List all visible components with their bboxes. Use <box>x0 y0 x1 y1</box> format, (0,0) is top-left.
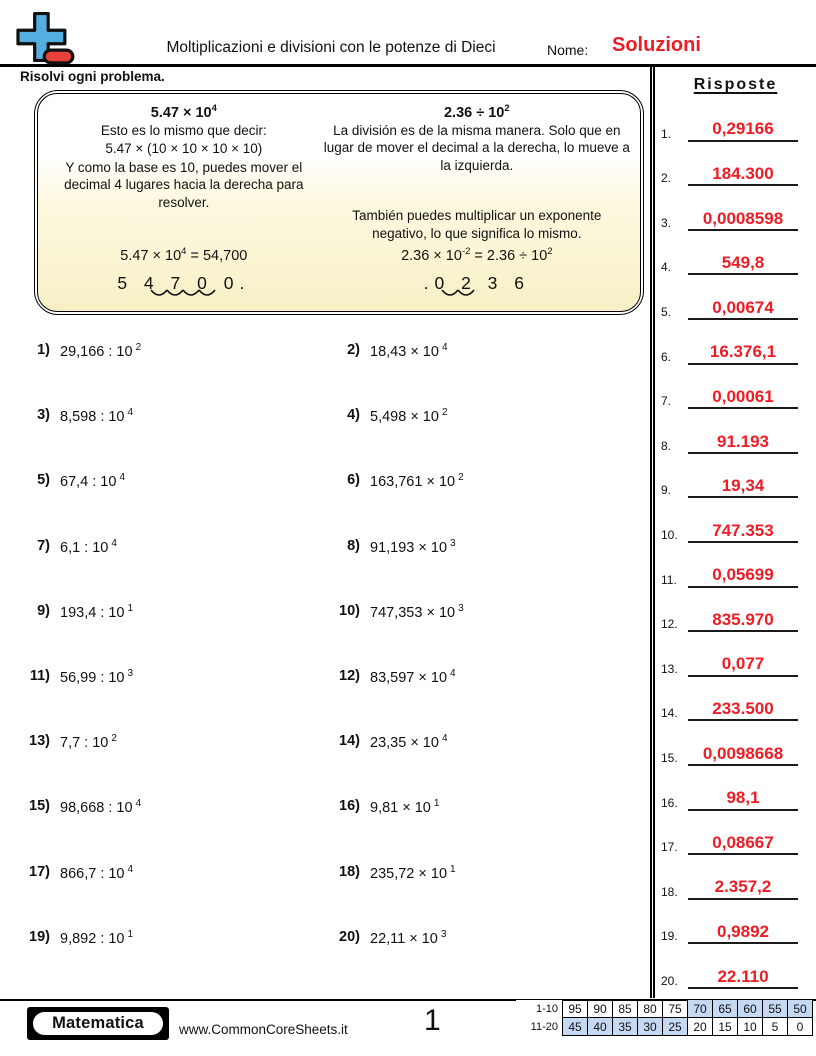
problem-number: 15) <box>29 798 50 815</box>
example-left-result: $5.47 \times 10^4 = 54,700$ <box>120 246 248 264</box>
example-right-column <box>322 103 630 305</box>
problem-expression: 67,4 : 10 $^4$ <box>60 472 125 491</box>
problem-number: 5) <box>37 472 50 489</box>
answer-number: 11. <box>661 572 677 587</box>
answer-value: 747.353 <box>712 520 774 540</box>
score-cell: 80 <box>638 1000 663 1018</box>
problem-number: 17) <box>29 863 50 880</box>
score-cell: 55 <box>763 1000 788 1018</box>
answer-row-20 <box>655 944 816 989</box>
problem-number: 12) <box>339 667 360 684</box>
answer-number: 14. <box>661 706 678 721</box>
problem-number: 19) <box>29 928 50 945</box>
problem-exponent: 4 <box>441 733 448 745</box>
decimal-move-arcs-icon <box>306 289 612 299</box>
answer-blank <box>688 163 798 186</box>
answer-row-8 <box>655 409 816 454</box>
problem-exponent: 3 <box>127 667 134 679</box>
answer-blank <box>688 520 798 543</box>
score-cell: 30 <box>638 1018 663 1036</box>
answer-row-3 <box>655 186 816 231</box>
answer-value: 0,077 <box>721 654 765 674</box>
score-cell: 70 <box>688 1000 713 1018</box>
answer-number: 20. <box>661 973 678 988</box>
answer-value: 0,00674 <box>712 297 774 317</box>
problem-number: 11) <box>29 667 50 684</box>
brand-logo <box>27 1007 169 1040</box>
answer-number: 6. <box>661 349 672 364</box>
problem-number: 18) <box>339 863 360 880</box>
answers-title: Risposte <box>693 76 778 93</box>
answer-row-15 <box>655 721 816 766</box>
score-cell: 45 <box>563 1018 588 1036</box>
example-left-paragraph: Y como la base es 10, puedes mover el decimal 4 lugares hacia la derecha para resolver. <box>64 159 304 211</box>
problem-exponent: 3 <box>450 537 456 549</box>
problem-exponent: 4 <box>441 342 448 353</box>
instruction: Risolvi ogni problema. <box>20 69 165 84</box>
problem-3 <box>0 407 330 472</box>
example-left-line2: 5.47 × (10 × 10 × 10 × 10) <box>105 141 263 157</box>
score-cell: 15 <box>713 1018 738 1036</box>
score-cell: 95 <box>563 1000 588 1018</box>
exponent: 4 <box>181 246 187 258</box>
problem-7 <box>0 538 330 603</box>
problem-19 <box>0 929 330 994</box>
website-link[interactable]: www.CommonCoreSheets.it <box>179 1022 348 1037</box>
spacer <box>324 174 630 193</box>
problem-expression: 18,43 × 10 $^4$ <box>370 342 448 360</box>
decimal-move-arcs-icon <box>48 289 320 299</box>
score-cell: 35 <box>613 1018 638 1036</box>
score-table <box>516 999 813 1036</box>
score-cell: 60 <box>738 1000 763 1018</box>
score-range-label: 11-20 <box>516 1018 563 1036</box>
answer-number: 1. <box>661 126 672 141</box>
answer-row-11 <box>655 543 816 588</box>
problem-exponent: 1 <box>450 863 456 875</box>
problem-18 <box>330 864 650 929</box>
problem-number: 10) <box>339 602 360 619</box>
problem-number: 13) <box>29 733 50 750</box>
name-value: Soluzioni <box>612 34 701 56</box>
problem-expression: 8,598 : 10 $^4$ <box>60 407 134 426</box>
problem-expression: 7,7 : 10 $^2$ <box>60 733 117 751</box>
answer-row-18 <box>655 855 816 900</box>
answer-row-9 <box>655 454 816 499</box>
answer-blank <box>688 341 798 364</box>
answer-value: 549,8 <box>721 253 765 273</box>
problem-17 <box>0 864 330 929</box>
problem-exponent: 2 <box>111 733 117 745</box>
answer-blank <box>688 386 798 409</box>
answer-value: 2.357,2 <box>714 877 772 897</box>
exponent: -2 <box>461 246 471 258</box>
answer-blank <box>688 431 798 454</box>
problem-number: 16) <box>339 798 360 815</box>
answer-value: 0,9892 <box>717 922 769 942</box>
problem-number: 20) <box>339 928 360 945</box>
problem-number: 4) <box>347 407 360 424</box>
score-cell: 50 <box>788 1000 813 1018</box>
plus-minus-logo-icon <box>14 11 76 67</box>
header <box>0 0 816 67</box>
problem-exponent: 3 <box>440 928 447 940</box>
answers-panel <box>650 67 816 998</box>
problem-number: 3) <box>37 407 50 424</box>
answer-blank <box>688 118 798 141</box>
answer-number: 12. <box>661 617 678 632</box>
problem-expression: 5,498 × 10 $^2$ <box>370 407 448 426</box>
problem-exponent: 1 <box>127 602 134 614</box>
answer-row-1 <box>655 97 816 142</box>
score-cell: 85 <box>613 1000 638 1018</box>
answer-blank <box>688 475 798 498</box>
example-left-column <box>48 103 322 305</box>
answer-number: 18. <box>661 884 678 899</box>
page-title: Moltiplicazioni e divisioni con le potenze di Dieci <box>166 39 496 56</box>
answer-blank <box>688 966 798 989</box>
answer-blank <box>688 564 798 587</box>
example-left-digits <box>48 273 320 305</box>
answer-value: 0,00061 <box>712 386 774 406</box>
answer-row-12 <box>655 588 816 633</box>
answer-value: 0,08667 <box>712 832 774 852</box>
problem-20 <box>330 929 650 994</box>
footer <box>0 999 816 1056</box>
problem-expression: 235,72 × 10 $^1$ <box>370 863 456 882</box>
answer-blank <box>688 208 798 231</box>
problem-expression: 22,11 × 10 $^3$ <box>370 928 447 947</box>
answer-row-13 <box>655 632 816 677</box>
score-range-label: 1-10 <box>516 1000 563 1018</box>
problem-1 <box>0 342 330 407</box>
problem-12 <box>330 668 650 733</box>
page-number: 1 <box>424 1004 441 1037</box>
answer-value: 22.110 <box>717 966 769 986</box>
digit-string: .0 2 3 6 <box>423 273 531 293</box>
problem-number: 9) <box>37 602 50 619</box>
problem-expression: 747,353 × 10 $^3$ <box>370 602 464 621</box>
problem-exponent: 4 <box>127 863 134 875</box>
problem-number: 7) <box>37 537 50 554</box>
name-label: Nome: <box>547 42 589 58</box>
problem-expression: 866,7 : 10 $^4$ <box>60 863 134 882</box>
answer-number: 9. <box>661 483 672 498</box>
answer-value: 184.300 <box>712 163 774 183</box>
example-left-heading: $5.47 \times 10^4$ <box>150 103 217 121</box>
score-cell: 20 <box>688 1018 713 1036</box>
answer-row-16 <box>655 766 816 811</box>
problem-expression: 9,81 × 10 $^1$ <box>370 798 440 817</box>
answer-number: 3. <box>661 215 672 230</box>
problem-expression: 6,1 : 10 $^4$ <box>60 537 117 556</box>
answer-value: 835.970 <box>712 609 774 629</box>
score-cell: 5 <box>763 1018 788 1036</box>
problem-exponent: 4 <box>450 667 456 679</box>
problem-14 <box>330 733 650 798</box>
problem-expression: 83,597 × 10 $^4$ <box>370 667 456 686</box>
problem-expression: 9,892 : 10 $^1$ <box>60 928 134 947</box>
example-right-heading: $2.36 \div 10^2$ <box>443 103 510 121</box>
exponent: 2 <box>504 103 510 114</box>
answer-row-19 <box>655 900 816 945</box>
answer-row-17 <box>655 811 816 856</box>
answer-number: 15. <box>661 750 678 765</box>
answer-blank <box>688 876 798 899</box>
answer-value: 16.376,1 <box>709 342 777 362</box>
answer-row-7 <box>655 365 816 410</box>
problem-6 <box>330 472 650 537</box>
problem-exponent: 1 <box>127 928 134 940</box>
problem-16 <box>330 798 650 863</box>
answer-number: 2. <box>661 171 672 186</box>
problem-expression: 163,761 × 10 $^2$ <box>370 472 464 491</box>
problem-8 <box>330 538 650 603</box>
example-right-digits <box>324 273 630 305</box>
answer-blank <box>688 252 798 275</box>
answer-value: 91.193 <box>717 431 769 451</box>
brand-name: Matematica <box>31 1010 165 1037</box>
answer-blank <box>688 921 798 944</box>
example-right-result: $2.36 \times 10^{-2} = 2.36 \div 10^2$ <box>401 246 553 264</box>
answer-blank <box>688 698 798 721</box>
problem-exponent: 2 <box>458 472 464 484</box>
problem-exponent: 4 <box>135 798 142 810</box>
score-cell: 0 <box>788 1018 813 1036</box>
example-box-inner <box>37 93 641 312</box>
answer-number: 8. <box>661 438 672 453</box>
problem-2 <box>330 342 650 407</box>
answer-number: 16. <box>661 795 678 810</box>
problem-exponent: 3 <box>458 602 464 614</box>
score-cell: 90 <box>588 1000 613 1018</box>
example-right-paragraph2: También puedes multiplicar un exponente negativo, lo que significa lo mismo. <box>352 208 602 241</box>
answer-number: 13. <box>661 661 678 676</box>
problem-15 <box>0 798 330 863</box>
answer-row-5 <box>655 275 816 320</box>
problems-panel <box>0 67 650 998</box>
score-cell: 10 <box>738 1018 763 1036</box>
problem-number: 2) <box>347 342 360 358</box>
answer-row-4 <box>655 231 816 276</box>
answer-blank <box>688 743 798 766</box>
problem-5 <box>0 472 330 537</box>
problem-expression: 56,99 : 10 $^3$ <box>60 667 134 686</box>
answer-number: 19. <box>661 929 678 944</box>
score-cell: 25 <box>663 1018 688 1036</box>
spacer <box>48 212 320 247</box>
problem-exponent: 4 <box>119 472 125 484</box>
answer-value: 0,0008598 <box>702 208 784 228</box>
answer-number: 4. <box>661 260 672 275</box>
answer-blank <box>688 787 798 810</box>
answer-value: 0,29166 <box>712 119 774 139</box>
example-right-paragraph1: La división es de la misma manera. Solo que en lugar de mover el decimal a la derecha, lo mueve a la izquierda. <box>323 122 630 173</box>
answer-number: 17. <box>661 840 678 855</box>
problem-number: 6) <box>347 472 360 489</box>
problem-exponent: 2 <box>135 342 142 353</box>
answer-row-10 <box>655 498 816 543</box>
answer-value: 233.500 <box>712 699 774 719</box>
problem-expression: 98,668 : 10 $^4$ <box>60 798 142 817</box>
problem-11 <box>0 668 330 733</box>
exponent: 4 <box>211 103 217 114</box>
problem-exponent: 4 <box>111 537 117 549</box>
digit-string: 5 4 7 0 0. <box>117 273 251 293</box>
problem-number: 14) <box>339 733 360 750</box>
problem-expression: 193,4 : 10 $^1$ <box>60 602 134 621</box>
score-cell: 65 <box>713 1000 738 1018</box>
answer-number: 10. <box>661 527 678 542</box>
problem-exponent: 1 <box>433 798 440 810</box>
score-cell: 75 <box>663 1000 688 1018</box>
answer-number: 5. <box>661 304 672 319</box>
answer-blank <box>688 653 798 676</box>
exponent: 2 <box>547 246 553 258</box>
problem-9 <box>0 603 330 668</box>
answer-blank <box>688 832 798 855</box>
problem-exponent: 2 <box>441 407 448 419</box>
answer-blank <box>688 609 798 632</box>
example-box <box>34 90 644 315</box>
problem-10 <box>330 603 650 668</box>
answer-value: 0,0098668 <box>702 743 784 763</box>
problem-expression: 91,193 × 10 $^3$ <box>370 537 456 556</box>
problem-exponent: 4 <box>127 407 134 419</box>
problem-number: 8) <box>347 537 360 554</box>
problem-expression: 23,35 × 10 $^4$ <box>370 733 448 751</box>
problem-expression: 29,166 : 10 $^2$ <box>60 342 142 360</box>
answer-value: 98,1 <box>726 788 760 808</box>
content <box>0 67 816 998</box>
answer-row-14 <box>655 677 816 722</box>
answer-blank <box>688 297 798 320</box>
problems-grid <box>0 315 650 994</box>
problem-13 <box>0 733 330 798</box>
score-cell: 40 <box>588 1018 613 1036</box>
example-left-line1: Esto es lo mismo que decir: <box>100 122 267 138</box>
answer-value: 0,05699 <box>712 565 774 585</box>
problem-number: 1) <box>37 342 50 358</box>
answer-number: 7. <box>661 394 672 409</box>
answer-row-6 <box>655 320 816 365</box>
answer-value: 19,34 <box>721 476 765 496</box>
problem-4 <box>330 407 650 472</box>
answer-row-2 <box>655 142 816 187</box>
